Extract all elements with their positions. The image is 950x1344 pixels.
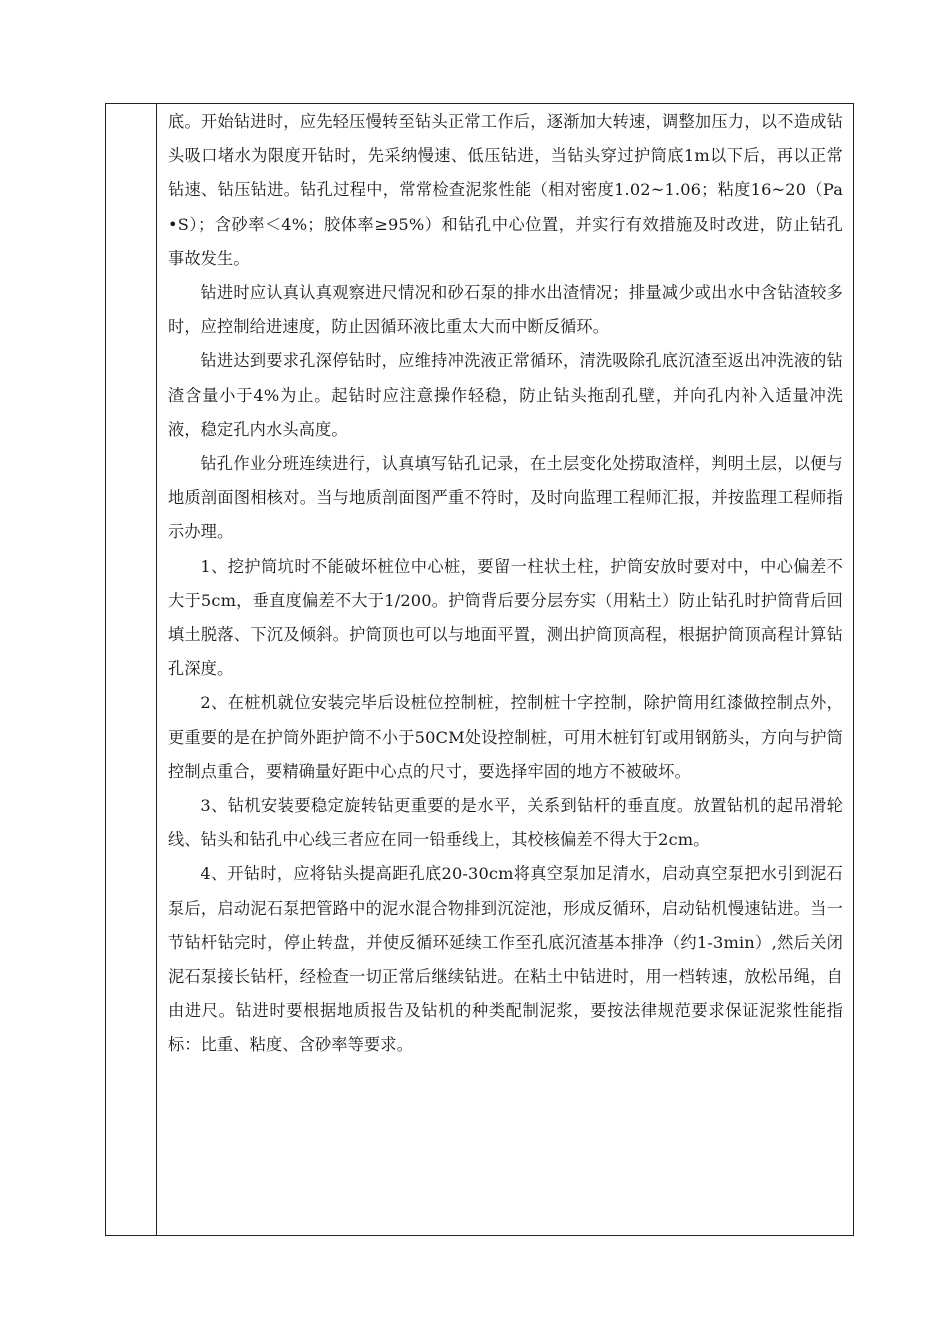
document-table [105,103,854,1236]
paragraph-drilling-start: 底。开始钻进时，应先轻压慢转至钻头正常工作后，逐渐加大转速，调整加压力，以不造成钻头吸口堵水为限度开钻时，先采纳慢速、低压钻进，当钻头穿过护筒底1m以下后，再以正常钻速、钻压钻进。钻孔过程中，常常检查泥浆性能（相对密度1.02~1.06；粘度16~20（Pa•S）；含砂率＜4%；胶体率≥95%）和钻孔中心位置，并实行有效措施及时改进，防止钻孔事故发生。 [168,112,843,268]
paragraph-item-2-control-pile: 2、在桩机就位安装完毕后设桩位控制桩，控制桩十字控制，除护筒用红漆做控制点外，更重要的是在护筒外距护筒不小于50CM处设控制桩，可用木桩钉钉或用钢筋头，方向与护筒控制点重合，要精确量好距中心点的尺寸，要选择牢固的地方不被破坏。 [168,693,843,781]
paragraph-drilling-observation: 钻进时应认真认真观察进尺情况和砂石泵的排水出渣情况；排量减少或出水中含钻渣较多时，应控制给进速度，防止因循环液比重太大而中断反循环。 [168,283,843,337]
paragraph-drilling-records: 钻孔作业分班连续进行，认真填写钻孔记录，在土层变化处捞取渣样，判明土层，以便与地质剖面图相核对。当与地质剖面图严重不符时，及时向监理工程师汇报，并按监理工程师指示办理。 [168,454,843,542]
paragraph-item-4-start-drilling: 4、开钻时，应将钻头提高距孔底20-30cm将真空泵加足清水，启动真空泵把水引到泥石泵后，启动泥石泵把管路中的泥水混合物排到沉淀池，形成反循环，启动钻机慢速钻进。当一节钻杆钻完时，停止转盘，并使反循环延续工作至孔底沉渣基本排净（约1-3min）,然后关闭泥石泵接长钻杆，经检查一切正常后继续钻进。在粘土中钻进时，用一档转速，放松吊绳，自由进尺。钻进时要根据地质报告及钻机的种类配制泥浆，要按法律规范要求保证泥浆性能指标：比重、粘度、含砂率等要求。 [168,864,843,1055]
paragraph-item-3-rig-install: 3、钻机安装要稳定旋转钻更重要的是水平，关系到钻杆的垂直度。放置钻机的起吊滑轮线、钻头和钻孔中心线三者应在同一铅垂线上，其校核偏差不得大于2cm。 [168,796,843,850]
table-left-column [106,104,157,1235]
paragraph-drilling-stop: 钻进达到要求孔深停钻时，应维持冲洗液正常循环，清洗吸除孔底沉渣至返出冲洗液的钻渣含量小于4%为止。起钻时应注意操作轻稳，防止钻头拖刮孔壁，并向孔内补入适量冲洗液，稳定孔内水头高度。 [168,351,843,439]
paragraph-item-1-casing: 1、挖护筒坑时不能破坏桩位中心桩，要留一柱状土柱，护筒安放时要对中，中心偏差不大于5cm，垂直度偏差不大于1/200。护筒背后要分层夯实（用粘土）防止钻孔时护筒背后回填土脱落、下沉及倾斜。护筒顶也可以与地面平置，测出护筒顶高程，根据护筒顶高程计算钻孔深度。 [168,556,843,679]
table-content-cell [157,104,853,1235]
